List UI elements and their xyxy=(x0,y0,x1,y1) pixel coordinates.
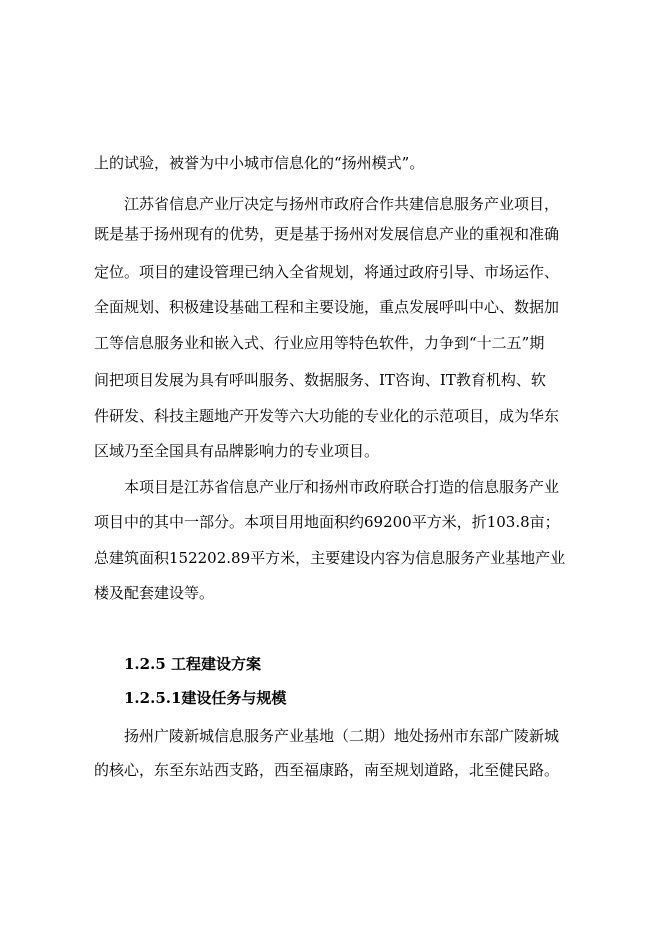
section-heading-1-2-5-1: 1.2.5.1建设任务与规模 xyxy=(124,689,287,707)
paragraph-2-line-1: 江苏省信息产业厅决定与扬州市政府合作共建信息服务产业项目， xyxy=(124,195,560,213)
paragraph-3-line-3: 总建筑面积152202.89平方米，主要建设内容为信息服务产业基地产业 xyxy=(94,549,566,567)
paragraph-2-line-7: 件研发、科技主题地产开发等六大功能的专业化的示范项目，成为华东 xyxy=(94,407,560,425)
document-page xyxy=(94,0,574,936)
paragraph-2-line-4: 全面规划、积极建设基础工程和主要设施，重点发展呼叫中心、数据加 xyxy=(94,298,560,316)
paragraph-1-line-1: 上的试验，被誉为中小城市信息化的“扬州模式”。 xyxy=(94,154,425,172)
paragraph-2-line-6: 间把项目发展为具有呼叫服务、数据服务、IT咨询、IT教育机构、软 xyxy=(94,371,546,389)
paragraph-4-line-1: 扬州广陵新城信息服务产业基地（二期）地处扬州市东部广陵新城 xyxy=(124,727,560,745)
paragraph-4-line-2: 的核心，东至东站西支路，西至福康路，南至规划道路，北至健民路。 xyxy=(94,761,560,779)
section-heading-1-2-5: 1.2.5 工程建设方案 xyxy=(124,655,261,673)
paragraph-3-line-4: 楼及配套建设等。 xyxy=(94,584,215,602)
paragraph-2-line-3: 定位。项目的建设管理已纳入全省规划，将通过政府引导、市场运作、 xyxy=(94,263,560,281)
paragraph-2-line-8: 区域乃至全国具有品牌影响力的专业项目。 xyxy=(94,442,380,460)
paragraph-2-line-5: 工等信息服务业和嵌入式、行业应用等特色软件，力争到“十二五”期 xyxy=(94,334,545,352)
paragraph-3-line-2: 项目中的其中一部分。本项目用地面积约69200平方米，折103.8亩； xyxy=(94,513,560,531)
paragraph-3-line-1: 本项目是江苏省信息产业厅和扬州市政府联合打造的信息服务产业 xyxy=(124,478,560,496)
paragraph-2-line-2: 既是基于扬州现有的优势，更是基于扬州对发展信息产业的重视和准确 xyxy=(94,225,560,243)
